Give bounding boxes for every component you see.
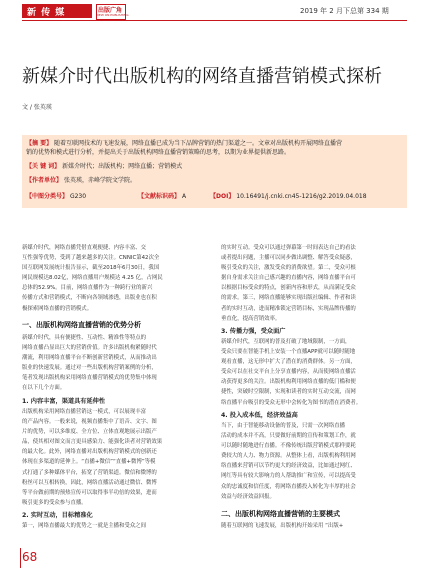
- text-line: 网红等具有较大影响力的人帮助推广和宣传，可以提高受: [221, 473, 356, 480]
- keywords-text: 新媒介时代；出版机构；网络直播；营销模式: [62, 163, 183, 170]
- text-line: 新媒介时代，网络直播凭借直观便捷、内容丰富、交: [22, 245, 146, 251]
- text-line: 观看直播，这无形中扩大了潜在的消费群体。另一方面，: [221, 359, 356, 366]
- text-line: 众的忠诚度和信任度，将网络直播投入转化为丰厚的社会: [221, 483, 356, 490]
- classification-line: [26, 191, 86, 200]
- text-line: 络直播平台吸引的受众无形中会转化为图书的潜在消费者。: [221, 399, 362, 406]
- text-line: 出版机构采用网络直播营销这一模式，可以展现丰富: [22, 409, 146, 415]
- header-divider: [22, 20, 407, 21]
- text-line: 的实时互动。受众可以通过弹幕第一时间表达自己的看法: [221, 245, 356, 251]
- keywords-line: [26, 161, 182, 170]
- author-unit-line: [26, 175, 136, 184]
- right-paragraph-1: [221, 243, 407, 324]
- article-title: 新媒介时代出版机构的网络直播营销模式探析: [22, 66, 382, 87]
- author-unit-label: 【作者单位】: [26, 177, 63, 184]
- subheading-4: 4. 投入成本低，经济效益高: [221, 412, 298, 419]
- doi-value: 10.16491/j.cnki.cn45-1216/g2.2019.04.018: [236, 193, 367, 200]
- abstract-line-1: [26, 138, 342, 147]
- abstract-line-2: 销的优势和模式进行分析，并提出关于出版机构网络直播营销策略的思考，以期为业界提供新思路。: [26, 149, 291, 156]
- text-line: 络直播来营销可以节约更大的经济效益，比如通过网红、: [221, 463, 356, 470]
- subheading-3: 3. 传播力强，受众面广: [221, 328, 286, 335]
- text-line: 片的优势，可以多维度、全方位、立体直观地展示出版产: [22, 429, 157, 436]
- text-line: 当下，由于智能移动设备的普及，只需一次网络直播: [221, 423, 345, 429]
- text-line: 品，使其相对图文而言更具感染力、能强化读者对营销效果: [22, 439, 163, 446]
- left-paragraph-4: [22, 521, 208, 531]
- text-line: 的最大化。此外，网络直播对出版机构营销模式的创新还: [22, 449, 157, 456]
- text-line: 据自身需求关注自己感兴趣的直播内容，网络直播平台可: [221, 275, 356, 282]
- doi-line: [210, 191, 367, 200]
- text-line: 体现在多渠道的延伸上。“直播+微信”“直播+微博”等模: [22, 459, 156, 466]
- text-line: 垂直化，提高营销效率。: [221, 315, 281, 322]
- text-line: 网民规模达8.02亿，网络直播用户规模达 4.25 亿，占网民: [22, 275, 163, 282]
- right-paragraph-3: [221, 421, 407, 502]
- text-line: 随着互联网的飞速发展，出版机构开始采用 “出版+: [221, 523, 344, 529]
- journal-name: 新 传 媒: [27, 8, 66, 18]
- text-line: 等平台做前期的预热宣传可以取得事半功倍的效果，进而: [22, 489, 157, 496]
- text-line: 可以随时随地进行直播。不像传统出版营销模式那样要耗: [221, 443, 356, 450]
- text-line: 捷性，突破时空限制，实现和读者的实时互动交流，而网: [221, 389, 356, 396]
- left-paragraph-3: [22, 407, 208, 508]
- section-heading-1: 一、出版机构网络直播营销的优势分析: [22, 321, 141, 329]
- abstract-text-1: 随着互联网技术的飞速发展，网络直播已成为当下品牌营销的热门渠道之一。文章对出版机构开展网络直播营: [54, 140, 343, 147]
- article-author: 文 / 张英瑛: [22, 104, 52, 111]
- text-line: 版业的快速发展。通过对一些出版机构营销案例的分析，: [22, 365, 157, 372]
- section-heading-2: 二、出版机构网络直播营销的主要模式: [221, 510, 340, 518]
- publication-logo-subtitle: VIEW ON PUBLISHING: [96, 13, 129, 17]
- text-line: 效益与经济效益回报。: [221, 493, 275, 500]
- doc-label: 【文献标识码】: [138, 193, 181, 200]
- text-line: 粉丝可以互相转换，因此，网络直播活动通过微信、微博: [22, 479, 157, 486]
- text-line: 互性强等优势，受到了越来越多的关注。CNNIC第42次全: [22, 255, 160, 262]
- doc-code-line: [138, 191, 186, 200]
- doc-value: A: [181, 193, 187, 200]
- text-line: 传播方式和营销模式，不断向各领域渗透，出版业也在积: [22, 295, 157, 302]
- text-line: 国互联网发展统计报告显示，截至2018年6月30日，我国: [22, 265, 160, 272]
- right-paragraph-2: [221, 337, 407, 408]
- issue-info: 2019 年 2 月下总第 334 期: [300, 7, 389, 15]
- doi-label: 【DOI】: [210, 193, 235, 200]
- text-line: 的需求。第三，网络直播能够实现出版社编辑、作者和读: [221, 295, 356, 302]
- text-line: 第一，网络直播最大的优势之一就是主播和受众之间: [22, 523, 146, 529]
- cls-label: 【中图分类号】: [26, 193, 69, 200]
- text-line: 以根据目标受众的特点，创新内容和形式，从而满足受众: [221, 285, 356, 292]
- text-line: 极探索网络直播的营销模式。: [22, 305, 93, 312]
- publication-logo-text: 出版广角: [98, 7, 123, 14]
- text-line: 新媒介时代，互联网的普及打破了地域限制，一方面，: [221, 339, 351, 345]
- text-line: 在以下几个方面。: [22, 385, 66, 392]
- text-line: 总体的52.9%。目前，网络直播作为一种跨行业的新兴: [22, 285, 153, 292]
- text-line: 网络直播凸显出巨大的营销价值。许多出版机构紧随时代: [22, 345, 157, 352]
- right-paragraph-4: [221, 521, 407, 531]
- text-line: 者的实时互动，进而精准锁定营销目标，实现品牌传播的: [221, 305, 356, 312]
- subheading-2: 2. 实时互动，目标精准化: [22, 512, 93, 519]
- text-line: 式打通了多种媒体平台，拓宽了营销渠道。微信和微博的: [22, 469, 157, 476]
- cls-value: G230: [69, 193, 87, 200]
- left-paragraph-1: [22, 243, 208, 314]
- footer-divider: [20, 548, 21, 568]
- text-line: 潮流，利用网络直播平台不断创新营销模式，从而推动出: [22, 355, 157, 362]
- author-unit-text: 张英瑛，赤峰学院文学院。: [63, 177, 136, 184]
- text-line: 的产品内容。一般来说，视频直播集中了语音、文字、图: [22, 419, 157, 426]
- text-line: 费较大的人力、物力资源。从整体上看，出版机构利用网: [221, 453, 356, 460]
- page-number: 68: [22, 550, 38, 564]
- text-line: 活动的成本并不高，只要做好前期的宣传和策划工作，就: [221, 433, 356, 440]
- text-line: 受众只要在智能手机上安装一个直播APP就可以随时随地: [221, 349, 356, 356]
- abstract-label: 【摘 要】: [26, 140, 53, 147]
- left-paragraph-2: [22, 333, 208, 394]
- text-line: 受众可以在社交平台上分享直播内容，从而使网络直播活: [221, 369, 356, 376]
- text-line: 吸引受众的关注，激发受众的消费欲望。第二，受众可根: [221, 265, 356, 272]
- text-line: 笔者发现出版机构采用网络直播营销模式的优势集中体现: [22, 375, 157, 382]
- text-line: 或者提出问题，主播可以同步做出调整、解答受众疑惑，: [221, 255, 356, 262]
- text-line: 吸引更多的受众参与直播。: [22, 499, 87, 506]
- subheading-1: 1. 内容丰富，渠道具有延伸性: [22, 398, 106, 405]
- keywords-label: 【关 键 词】: [26, 163, 61, 170]
- text-line: 动获得更多的关注。出版机构利用网络直播的低门槛和便: [221, 379, 356, 386]
- text-line: 新媒介时代，具有便捷性、互动性、精准性等特点的: [22, 335, 146, 341]
